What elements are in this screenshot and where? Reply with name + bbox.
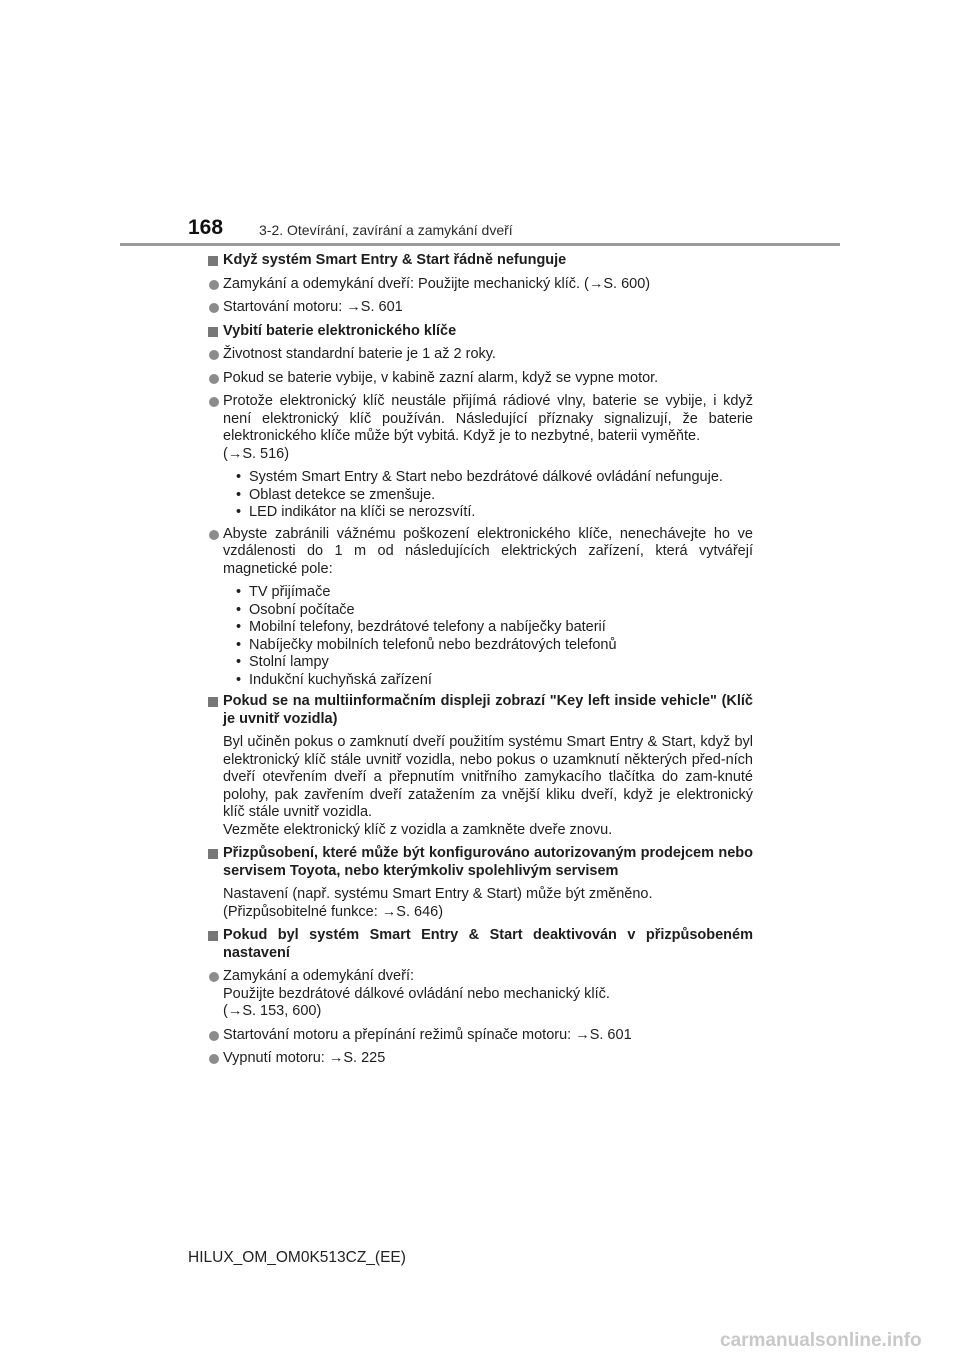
device-list (208, 584, 753, 689)
symptom-list (208, 469, 753, 522)
header-rule (120, 243, 840, 246)
list-item: • Osobní počítače (236, 602, 753, 620)
bullet-item: Vypnutí motoru: →S. 225 (208, 1050, 753, 1068)
page-number: 168 (188, 216, 224, 239)
list-item: • LED indikátor na klíči se nerozsvítí. (236, 504, 753, 522)
bullet-item: Startování motoru: →S. 601 (208, 299, 753, 317)
bullet-item: Životnost standardní baterie je 1 až 2 roky. (208, 346, 753, 364)
paragraph: Byl učiněn pokus o zamknutí dveří použitím systému Smart Entry & Start, když byl elektronický klíč stále uvnitř vozidla, nebo pokus o uzamknutí některých před-ních dveří otevřením dveří a přepnutím vnitřního zamykacího tlačítka do zam-knuté polohy, pak zavřením dveří zatažením za vnější kliku dveří, když je elektronický klíč stále uvnitř vozidla. Vezměte elektronický klíč z vozidla a zamkněte dveře znovu. (223, 734, 753, 838)
bullet-item: Abyste zabránili vážnému poškození elektronického klíče, nenechávejte ho ve vzdálenosti do 1 m od následujících elektrických zařízení, která vytvářejí magnetické pole: (208, 526, 753, 579)
round-bullet-icon (209, 374, 219, 384)
round-bullet-icon (209, 303, 219, 313)
round-bullet-icon (209, 1031, 219, 1041)
heading-key-left-inside: Pokud se na multiinformačním displeji zobrazí "Key left inside vehicle" (Klíč je uvnitř vozidla) (208, 693, 753, 728)
round-bullet-icon (209, 350, 219, 360)
footer-code: HILUX_OM_OM0K513CZ_(EE) (188, 1249, 406, 1266)
watermark: carmanualsonline.info (720, 1330, 922, 1351)
list-item: • Nabíječky mobilních telefonů nebo bezdrátových telefonů (236, 637, 753, 655)
page-content (208, 252, 753, 1074)
round-bullet-icon (209, 1054, 219, 1064)
list-item: • TV přijímače (236, 584, 753, 602)
bullet-item: Pokud se baterie vybije, v kabině zazní alarm, když se vypne motor. (208, 370, 753, 388)
square-bullet-icon (208, 697, 218, 707)
list-item: • Mobilní telefony, bezdrátové telefony a nabíječky baterií (236, 619, 753, 637)
bullet-item: Protože elektronický klíč neustále přijímá rádiové vlny, baterie se vybije, i když není elektronický klíč používán. Následující příznaky signalizují, že baterie elektronického klíče může být vybitá. Když je to nezbytné, baterii vyměňte. (→S. 516) (208, 393, 753, 463)
heading-key-battery: Vybití baterie elektronického klíče (208, 323, 753, 341)
round-bullet-icon (209, 530, 219, 540)
round-bullet-icon (209, 397, 219, 407)
bullet-item: Zamykání a odemykání dveří: Použijte mechanický klíč. (→S. 600) (208, 276, 753, 294)
heading-customization: Přizpůsobení, které může být konfigurováno autorizovaným prodejcem nebo servisem Toyota, nebo kterýmkoliv spolehlivým servisem (208, 845, 753, 880)
heading-smart-entry-deactivated: Pokud byl systém Smart Entry & Start deaktivován v přizpůsobeném nastavení (208, 927, 753, 962)
section-title: 3-2. Otevírání, zavírání a zamykání dveří (259, 222, 513, 238)
list-item: • Systém Smart Entry & Start nebo bezdrátové dálkové ovládání nefunguje. (236, 469, 753, 487)
bullet-item: Startování motoru a přepínání režimů spínače motoru: →S. 601 (208, 1027, 753, 1045)
round-bullet-icon (209, 972, 219, 982)
heading-smart-entry-malfunction: Když systém Smart Entry & Start řádně nefunguje (208, 252, 753, 270)
square-bullet-icon (208, 327, 218, 337)
list-item: • Indukční kuchyňská zařízení (236, 672, 753, 690)
list-item: • Oblast detekce se zmenšuje. (236, 487, 753, 505)
round-bullet-icon (209, 280, 219, 290)
bullet-item: Zamykání a odemykání dveří: Použijte bezdrátové dálkové ovládání nebo mechanický klíč. (→S. 153, 600) (208, 968, 753, 1021)
square-bullet-icon (208, 931, 218, 941)
square-bullet-icon (208, 849, 218, 859)
list-item: • Stolní lampy (236, 654, 753, 672)
square-bullet-icon (208, 256, 218, 266)
paragraph: Nastavení (např. systému Smart Entry & Start) může být změněno. (Přizpůsobitelné funkce: →S. 646) (223, 886, 653, 920)
